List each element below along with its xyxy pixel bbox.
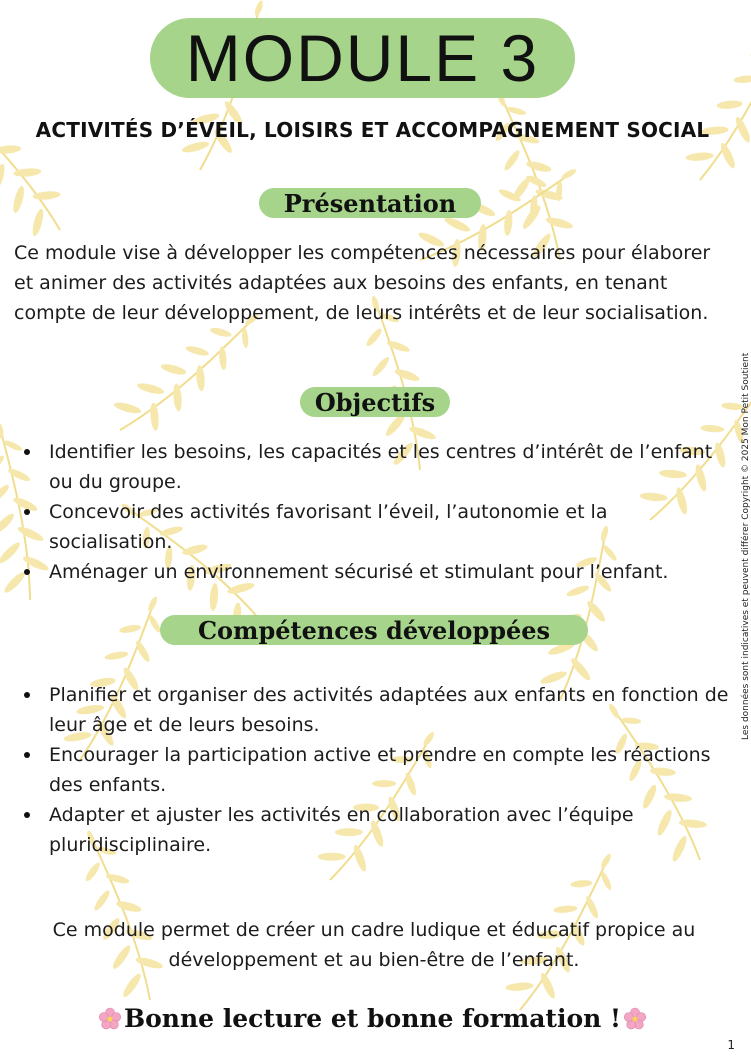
- objectifs-heading: Objectifs: [314, 387, 436, 417]
- list-item: Aménager un environnement sécurisé et stimulant pour l’enfant.: [14, 557, 734, 587]
- module-subtitle: ACTIVITÉS D’ÉVEIL, LOISIRS ET ACCOMPAGNEMENT SOCIAL: [35, 118, 710, 142]
- page-number: 1: [727, 1038, 735, 1052]
- module-title: MODULE 3: [185, 21, 540, 95]
- list-item: Planifier et organiser des activités adaptées aux enfants en fonction de leur âge et de leurs besoins.: [14, 680, 734, 740]
- signoff-text: Bonne lecture et bonne formation !: [124, 1004, 621, 1033]
- list-item: Adapter et ajuster les activités en collaboration avec l’équipe pluridisciplinaire.: [14, 800, 734, 860]
- competences-heading-pill: [160, 615, 588, 645]
- competences-heading: Compétences développées: [197, 615, 551, 645]
- list-item: Identifier les besoins, les capacités et les centres d’intérêt de l’enfant ou du groupe.: [14, 437, 734, 497]
- closing-text: Ce module permet de créer un cadre ludique et éducatif propice au développement et au bien-être de l’enfant.: [52, 919, 696, 971]
- objectifs-list: [14, 437, 734, 587]
- list-item: Encourager la participation active et prendre en compte les réactions des enfants.: [14, 740, 734, 800]
- module-title-pill: [150, 18, 575, 98]
- list-item: Concevoir des activités favorisant l’éveil, l’autonomie et la socialisation.: [14, 497, 734, 557]
- presentation-heading: Présentation: [283, 188, 457, 218]
- presentation-heading-pill: [259, 188, 481, 218]
- copyright-notice: [741, 320, 751, 740]
- copyright-text: Les données sont indicatives et peuvent différer Copyright © 2025 Mon Petit Soutient: [741, 352, 751, 740]
- cherry-blossom-icon: [623, 1007, 647, 1031]
- competences-list: [14, 680, 734, 860]
- cherry-blossom-icon: [98, 1007, 122, 1031]
- objectifs-heading-pill: [300, 387, 450, 417]
- signoff: [0, 1004, 745, 1033]
- presentation-text: Ce module vise à développer les compétences nécessaires pour élaborer et animer des activités adaptées aux besoins des enfants, en tenant compte de leur développement, de leurs intérêts et de leur socialisation.: [14, 242, 711, 324]
